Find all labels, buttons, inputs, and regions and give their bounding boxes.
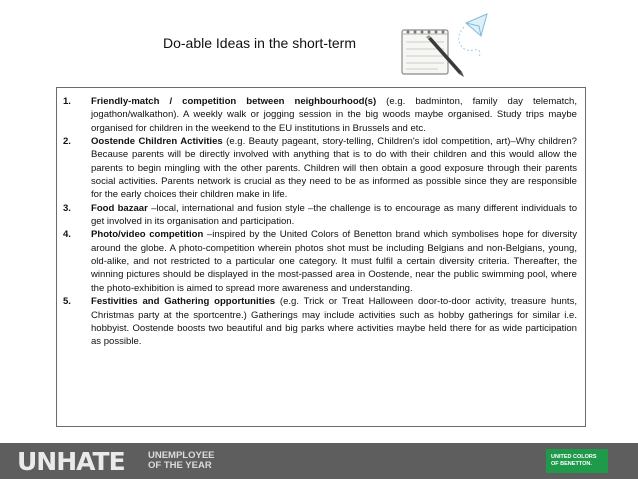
list-item <box>63 135 577 202</box>
ideas-list <box>57 88 585 349</box>
unhate-logo: UNHATE <box>17 447 125 476</box>
list-item <box>63 202 577 229</box>
notepad-illustration <box>378 6 518 86</box>
item-number: 3. <box>63 202 71 214</box>
item-body: –inspired by the United Colors of Benetton brand which symbolises hope for diversity around the globe. A photo-competition wherein photos shot must be including Belgians and non-Belgians, young, old-alike, and not restricted to a particular one category. It must fulfil a certain diversity criteria. Thereafter, the winning pictures should be displayed in the most-passed area in Oostende, near the public swimming pool, where the photo-exhibition is aimed to spread more awareness and understanding. <box>91 229 577 294</box>
item-body: –local, international and fusion style –the challenge is to encourage as many different individuals to get involved in its organisation and participation. <box>91 202 578 228</box>
item-heading: Festivities and Gathering opportunities <box>91 296 276 308</box>
item-heading: Oostende Children Activities <box>91 136 223 148</box>
item-number: 5. <box>63 296 71 308</box>
item-heading: Photo/video competition <box>91 229 204 241</box>
tagline-line-2: OF THE YEAR <box>148 460 212 471</box>
item-heading: Food bazaar <box>91 202 148 214</box>
item-number: 4. <box>63 229 71 241</box>
list-item <box>63 295 577 348</box>
footer-tagline <box>148 451 215 471</box>
footer-bar <box>0 443 638 479</box>
benetton-logo <box>546 449 608 473</box>
item-number: 1. <box>63 96 71 107</box>
slide-title: Do-able Ideas in the short-term <box>163 35 356 51</box>
ideas-box <box>56 87 586 427</box>
list-item <box>63 95 577 135</box>
item-body: (e.g. Trick or Treat Halloween door-to-door activity, treasure hunts, Christmas party at the sportcentre.) Gatherings may include activities such as hobby gatherings for similar i.e. hobbyist. Oostende boosts two beautiful and big parks where activities maybe held there for as wide participation as possible. <box>91 296 578 348</box>
brand-line-1: UNITED COLORS <box>551 454 597 460</box>
item-body: (e.g. badminton, family day telematch, jogathon/walkathon). A weekly walk or jogging session in the big woods maybe organised. Study trips maybe organised for children in the weekend to the EU institutions in Brussels and etc. <box>91 96 577 134</box>
item-body: (e.g. Beauty pageant, story-telling, Children's idol competition, art)–Why children? Because parents will be directly involved with anything that is to do with their children and this would allow the parents to begin mingling with the other parents. Children will then obtain a good exposure through their parents social activities. Parents network is crucial as they need to be as informed as possible since they are responsible for the early choices their children make in life. <box>91 136 577 201</box>
brand-line-2: OF BENETTON. <box>551 460 592 467</box>
list-item <box>63 228 577 295</box>
paper-plane-icon <box>459 14 487 58</box>
item-number: 2. <box>63 136 71 148</box>
item-heading: Friendly-match / competition between neighbourhood(s) <box>91 96 377 107</box>
tagline-line-1: UNEMPLOYEE <box>148 450 215 461</box>
